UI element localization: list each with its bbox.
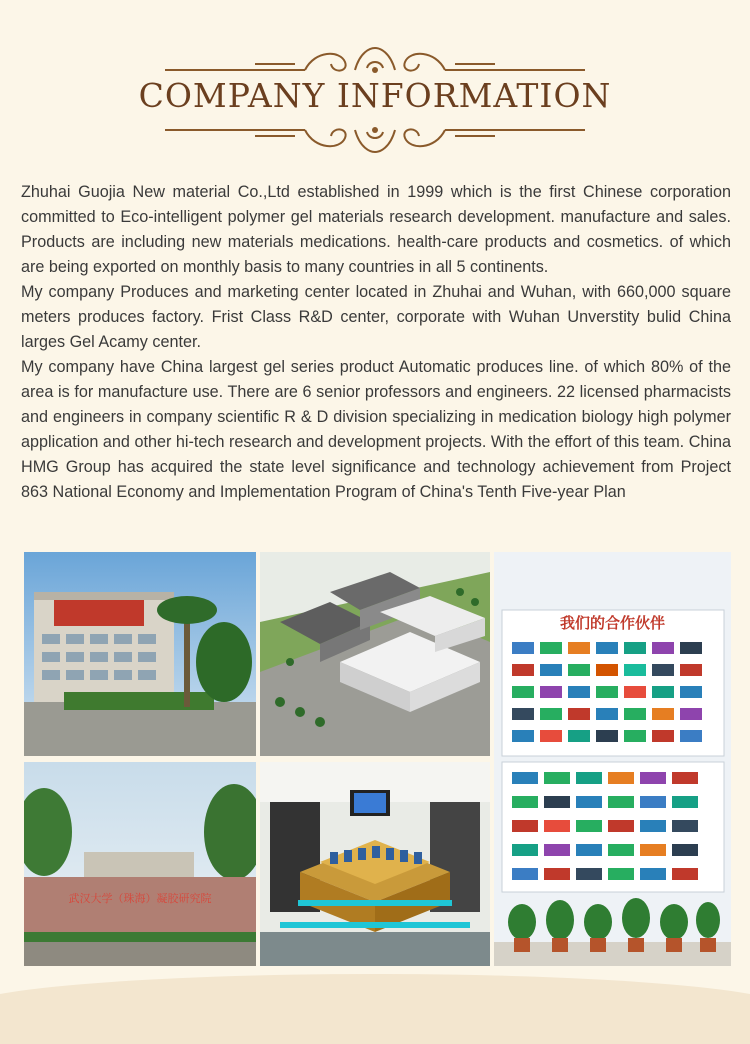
paragraph-production: My company have China largest gel series product Automatic produces line. of which 80% of the area is for manufacture use. There are 6 senior professors and engineers. 22 licensed pharmacists and engineers in company scientific R & D division specializing in medication biology high polymer application and other hi-tech research and development projects. With the effort of this team. China HMG Group has acquired the state level significance and technology achievement from Project 863 National Economy and Implementation Program of China's Tenth Five-year Plan: [21, 358, 731, 501]
section-header: [0, 40, 750, 160]
photo-factory-rendering: [260, 552, 490, 756]
paragraph-locations: My company Produces and marketing center located in Zhuhai and Wuhan, with 660,000 square meters produces factory. Frist Class R&D center, corporate with Wuhan Unverstity bulid China larges Gel Acamy center.: [21, 283, 731, 351]
partner-wall-title: 我们的合作伙伴: [559, 614, 666, 632]
photo-gallery: [24, 552, 731, 966]
ornament-top-icon: [155, 40, 595, 80]
bottom-wave-decoration: [0, 974, 750, 1044]
photo-product-showroom: [260, 762, 490, 966]
ornament-bottom-icon: [155, 120, 595, 160]
institute-sign-text: 武汉大学（珠海）凝胶研究院: [68, 892, 212, 905]
photo-research-institute: [24, 762, 256, 966]
page-title: COMPANY INFORMATION: [138, 76, 612, 115]
paragraph-intro: Zhuhai Guojia New material Co.,Ltd established in 1999 which is the first Chinese corporation committed to Eco-intelligent polymer gel materials research development. manufacture and sales. Products are including new materials medications. health-care products and cosmetics. of which are being exported on monthly basis to many countries in all 5 continents.: [21, 183, 731, 276]
photo-partner-wall: [494, 552, 731, 966]
company-description: [21, 180, 731, 505]
photo-office-building: [24, 552, 256, 756]
